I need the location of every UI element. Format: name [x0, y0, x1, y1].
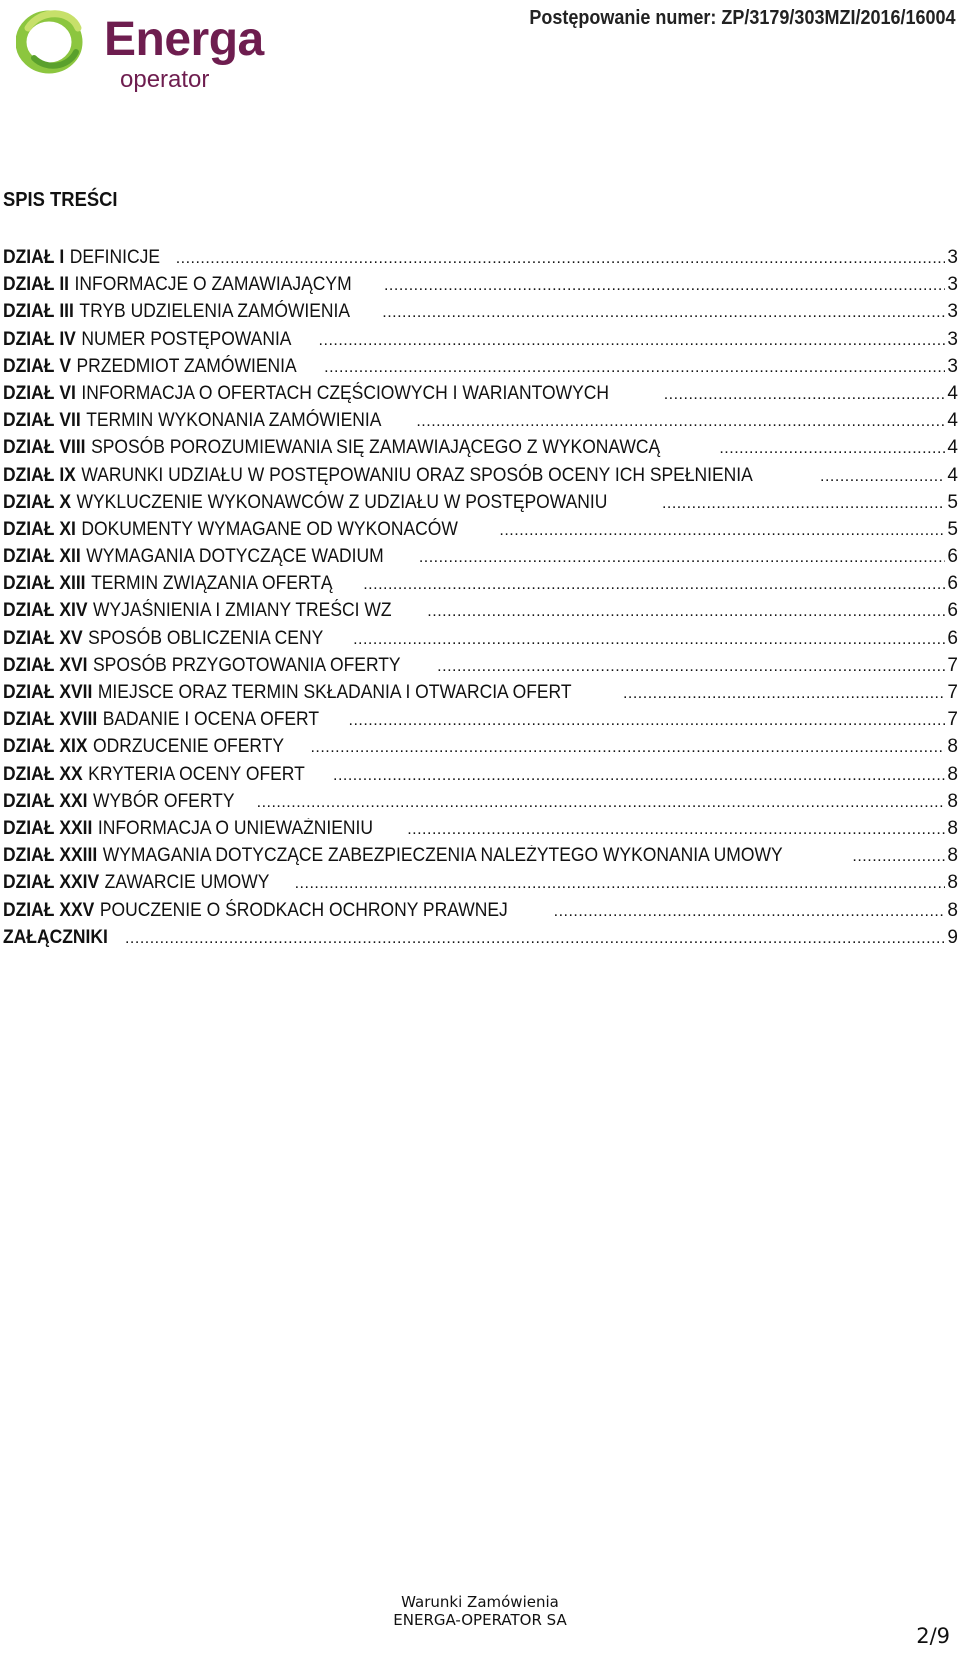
- toc-entry-title: DOKUMENTY WYMAGANE OD WYKONACÓW: [81, 518, 458, 540]
- toc-entry-number: DZIAŁ X: [3, 491, 71, 513]
- toc-entry[interactable]: [3, 407, 958, 434]
- toc-entry-label: [3, 271, 352, 298]
- toc-dot-leader: [333, 761, 945, 788]
- toc-entry-label: [3, 462, 753, 489]
- toc-entry-number: DZIAŁ V: [3, 355, 71, 377]
- toc-dot-leader: [349, 706, 946, 733]
- toc-dot-leader: [384, 271, 945, 298]
- toc-dot-leader: [125, 924, 945, 951]
- toc-entry[interactable]: [3, 380, 958, 407]
- toc-dot-leader: [353, 625, 945, 652]
- toc-entry[interactable]: [3, 897, 958, 924]
- toc-entry-number: DZIAŁ XXIV: [3, 872, 100, 894]
- toc-entry-page: 5: [947, 491, 958, 513]
- toc-dot-leader: [719, 434, 945, 461]
- toc-entry-page: 4: [947, 410, 958, 432]
- toc-entry-label: [3, 625, 323, 652]
- toc-entry-title: ZAWARCIE UMOWY: [104, 872, 270, 894]
- toc-entry[interactable]: [3, 353, 958, 380]
- toc-entry[interactable]: [3, 597, 958, 624]
- toc-entry[interactable]: [3, 733, 958, 760]
- toc-entry-page: 4: [947, 382, 958, 404]
- toc-entry[interactable]: [3, 434, 958, 461]
- toc-entry-number: DZIAŁ XVI: [3, 654, 88, 676]
- toc-entry[interactable]: [3, 706, 958, 733]
- toc-entry[interactable]: [3, 924, 958, 951]
- toc-entry-number: DZIAŁ XXII: [3, 817, 93, 839]
- toc-entry-page: 4: [947, 437, 958, 459]
- toc-entry-number: ZAŁĄCZNIKI: [3, 926, 108, 948]
- toc-entry[interactable]: [3, 815, 958, 842]
- toc-entry-label: [3, 434, 660, 461]
- toc-entry-label: [3, 570, 333, 597]
- toc-entry-label: [3, 706, 319, 733]
- toc-entry-label: [3, 761, 305, 788]
- toc-entry-page: 3: [947, 274, 958, 296]
- toc-entry-page: 8: [947, 872, 958, 894]
- toc-entry-title: WYBÓR OFERTY: [93, 790, 235, 812]
- toc-entry-title: WYJAŚNIENIA I ZMIANY TREŚCI WZ: [93, 600, 392, 622]
- toc-dot-leader: [382, 298, 945, 325]
- toc-entry-number: DZIAŁ XIII: [3, 573, 86, 595]
- toc-entry-label: [3, 380, 609, 407]
- toc-dot-leader: [310, 733, 945, 760]
- proceeding-number: Postępowanie numer: ZP/3179/303MZI/2016/16004: [529, 7, 956, 29]
- toc-dot-leader: [662, 489, 945, 516]
- toc-entry-title: TERMIN WYKONANIA ZAMÓWIENIA: [86, 410, 382, 432]
- toc-entry-page: 4: [947, 464, 958, 486]
- energa-operator-logo: [16, 6, 266, 92]
- toc-dot-leader: [437, 652, 945, 679]
- toc-dot-leader: [416, 407, 945, 434]
- toc-entry-label: [3, 326, 291, 353]
- toc-entry-label: [3, 897, 508, 924]
- toc-entry[interactable]: [3, 244, 958, 271]
- toc-entry-page: 7: [947, 682, 958, 703]
- toc-entry-label: [3, 924, 113, 951]
- toc-entry-title: INFORMACJE O ZAMAWIAJĄCYM: [74, 274, 352, 296]
- toc-entry-title: POUCZENIE O ŚRODKACH OCHRONY PRAWNEJ: [99, 899, 508, 921]
- page-number: 2/9: [916, 1624, 950, 1648]
- toc-entry-label: [3, 298, 350, 325]
- toc-entry-number: DZIAŁ XV: [3, 627, 83, 649]
- toc-entry-number: DZIAŁ III: [3, 301, 74, 323]
- toc-entry-page: 7: [947, 709, 958, 731]
- toc-entry-page: 9: [947, 926, 958, 948]
- footer-line-1: Warunki Zamówienia: [401, 1593, 559, 1611]
- toc-entry-label: [3, 869, 269, 896]
- toc-entry-page: 6: [947, 546, 958, 568]
- toc-entry[interactable]: [3, 298, 958, 325]
- toc-entry-page: 3: [947, 301, 958, 323]
- toc-entry[interactable]: [3, 652, 958, 679]
- logo-subtitle: operator: [120, 66, 210, 93]
- toc-dot-leader: [623, 679, 945, 706]
- toc-entry-title: TRYB UDZIELENIA ZAMÓWIENIA: [79, 301, 351, 323]
- toc-entry-page: 3: [947, 355, 958, 377]
- toc-entry[interactable]: [3, 869, 958, 896]
- toc-entry-title: SPOSÓB OBLICZENIA CENY: [88, 627, 324, 649]
- toc-entry[interactable]: [3, 679, 958, 706]
- toc-dot-leader: [419, 543, 946, 570]
- toc-entry-number: DZIAŁ IX: [3, 464, 76, 486]
- toc-entry[interactable]: [3, 271, 958, 298]
- toc-entry-page: 8: [947, 899, 958, 921]
- toc-entry-number: DZIAŁ IV: [3, 328, 76, 350]
- toc-entry-number: DZIAŁ I: [3, 247, 65, 268]
- toc-entry-label: [3, 788, 234, 815]
- toc-entry-page: 8: [947, 736, 958, 758]
- toc-entry-number: DZIAŁ VIII: [3, 437, 86, 459]
- toc-entry-number: DZIAŁ XX: [3, 763, 83, 785]
- toc-entry-title: INFORMACJA O OFERTACH CZĘŚCIOWYCH I WARIANTOWYCH: [81, 382, 610, 404]
- toc-entry-title: WARUNKI UDZIAŁU W POSTĘPOWANIU ORAZ SPOSÓB OCENY ICH SPEŁNIENIA: [81, 464, 753, 486]
- footer-line-2: ENERGA-OPERATOR SA: [393, 1611, 567, 1629]
- toc-entry-page: 3: [947, 247, 958, 268]
- toc-entry-title: WYMAGANIA DOTYCZĄCE ZABEZPIECZENIA NALEŻYTEGO WYKONANIA UMOWY: [102, 845, 783, 867]
- toc-entry-title: SPOSÓB PRZYGOTOWANIA OFERTY: [93, 654, 401, 676]
- toc-entry-number: DZIAŁ II: [3, 274, 70, 296]
- toc-entry-number: DZIAŁ XVIII: [3, 709, 98, 731]
- toc-entry-label: [3, 842, 783, 869]
- toc-entry[interactable]: [3, 516, 958, 543]
- toc-entry-title: WYMAGANIA DOTYCZĄCE WADIUM: [86, 546, 384, 568]
- toc-entry-label: [3, 244, 160, 271]
- toc-entry-number: DZIAŁ XIV: [3, 600, 88, 622]
- toc-entry-label: [3, 597, 392, 624]
- toc-entry-page: 8: [947, 845, 958, 867]
- toc-entry-label: [3, 516, 458, 543]
- toc-entry-label: [3, 353, 297, 380]
- toc-entry[interactable]: [3, 761, 958, 788]
- toc-entry-title: BADANIE I OCENA OFERT: [102, 709, 320, 731]
- toc-entry[interactable]: [3, 570, 958, 597]
- toc-entry-label: [3, 679, 572, 706]
- toc-entry-title: TERMIN ZWIĄZANIA OFERTĄ: [91, 573, 333, 595]
- toc-dot-leader: [820, 462, 945, 489]
- toc-entry-label: [3, 543, 384, 570]
- toc-entry-page: 6: [947, 600, 958, 622]
- toc-entry-title: NUMER POSTĘPOWANIA: [81, 328, 292, 350]
- toc-entry[interactable]: [3, 788, 958, 815]
- toc-entry-title: SPOSÓB POROZUMIEWANIA SIĘ ZAMAWIAJĄCEGO Z WYKONAWCĄ: [91, 437, 661, 459]
- toc-entry-title: ODRZUCENIE OFERTY: [93, 736, 285, 758]
- toc-entry-title: PRZEDMIOT ZAMÓWIENIA: [76, 355, 297, 377]
- toc-entry-page: 6: [947, 573, 958, 595]
- toc-dot-leader: [554, 897, 946, 924]
- toc-entry-title: MIEJSCE ORAZ TERMIN SKŁADANIA I OTWARCIA OFERT: [97, 682, 572, 703]
- toc-entry-label: [3, 652, 401, 679]
- toc-entry-title: WYKLUCZENIE WYKONAWCÓW Z UDZIAŁU W POSTĘPOWANIU: [76, 491, 608, 513]
- toc-entry-title: DEFINICJE: [69, 247, 161, 268]
- toc-entry-number: DZIAŁ XXV: [3, 899, 95, 921]
- toc-entry-number: DZIAŁ XI: [3, 518, 76, 540]
- toc-entry-label: [3, 733, 284, 760]
- toc-entry-number: DZIAŁ XVII: [3, 682, 93, 703]
- toc-entry-number: DZIAŁ VI: [3, 382, 76, 404]
- toc-entry[interactable]: [3, 543, 958, 570]
- page-footer: [0, 1593, 960, 1629]
- toc-entry[interactable]: [3, 489, 958, 516]
- toc-dot-leader: [295, 869, 946, 896]
- toc-entry-number: DZIAŁ XII: [3, 546, 81, 568]
- toc-dot-leader: [852, 842, 945, 869]
- toc-entry[interactable]: [3, 462, 958, 489]
- toc-dot-leader: [319, 326, 946, 353]
- toc-entry-page: 7: [947, 654, 958, 676]
- toc-entry[interactable]: [3, 625, 958, 652]
- toc-entry-number: DZIAŁ XIX: [3, 736, 88, 758]
- toc-dot-leader: [427, 597, 945, 624]
- toc-entry-title: INFORMACJA O UNIEWAŻNIENIU: [97, 817, 374, 839]
- toc-dot-leader: [324, 353, 945, 380]
- toc-entry-page: 8: [947, 763, 958, 785]
- toc-entry-page: 8: [947, 790, 958, 812]
- toc-entry-page: 8: [947, 817, 958, 839]
- toc-entry[interactable]: [3, 326, 958, 353]
- table-of-contents: [3, 244, 958, 951]
- toc-dot-leader: [257, 788, 946, 815]
- logo-wordmark: Energa: [104, 13, 264, 66]
- toc-dot-leader: [664, 380, 946, 407]
- toc-entry-label: [3, 407, 381, 434]
- toc-dot-leader: [363, 570, 945, 597]
- toc-entry-page: 3: [947, 328, 958, 350]
- energa-swirl-icon: [16, 6, 96, 76]
- toc-entry[interactable]: [3, 842, 958, 869]
- toc-title: SPIS TREŚCI: [3, 189, 118, 211]
- toc-entry-page: 5: [947, 518, 958, 540]
- toc-entry-number: DZIAŁ XXIII: [3, 845, 98, 867]
- toc-entry-number: DZIAŁ VII: [3, 410, 81, 432]
- toc-dot-leader: [407, 815, 945, 842]
- toc-entry-title: KRYTERIA OCENY OFERT: [88, 763, 305, 785]
- toc-entry-label: [3, 489, 607, 516]
- toc-dot-leader: [176, 244, 946, 271]
- toc-entry-label: [3, 815, 373, 842]
- toc-entry-page: 6: [947, 627, 958, 649]
- toc-dot-leader: [499, 516, 945, 543]
- toc-entry-number: DZIAŁ XXI: [3, 790, 88, 812]
